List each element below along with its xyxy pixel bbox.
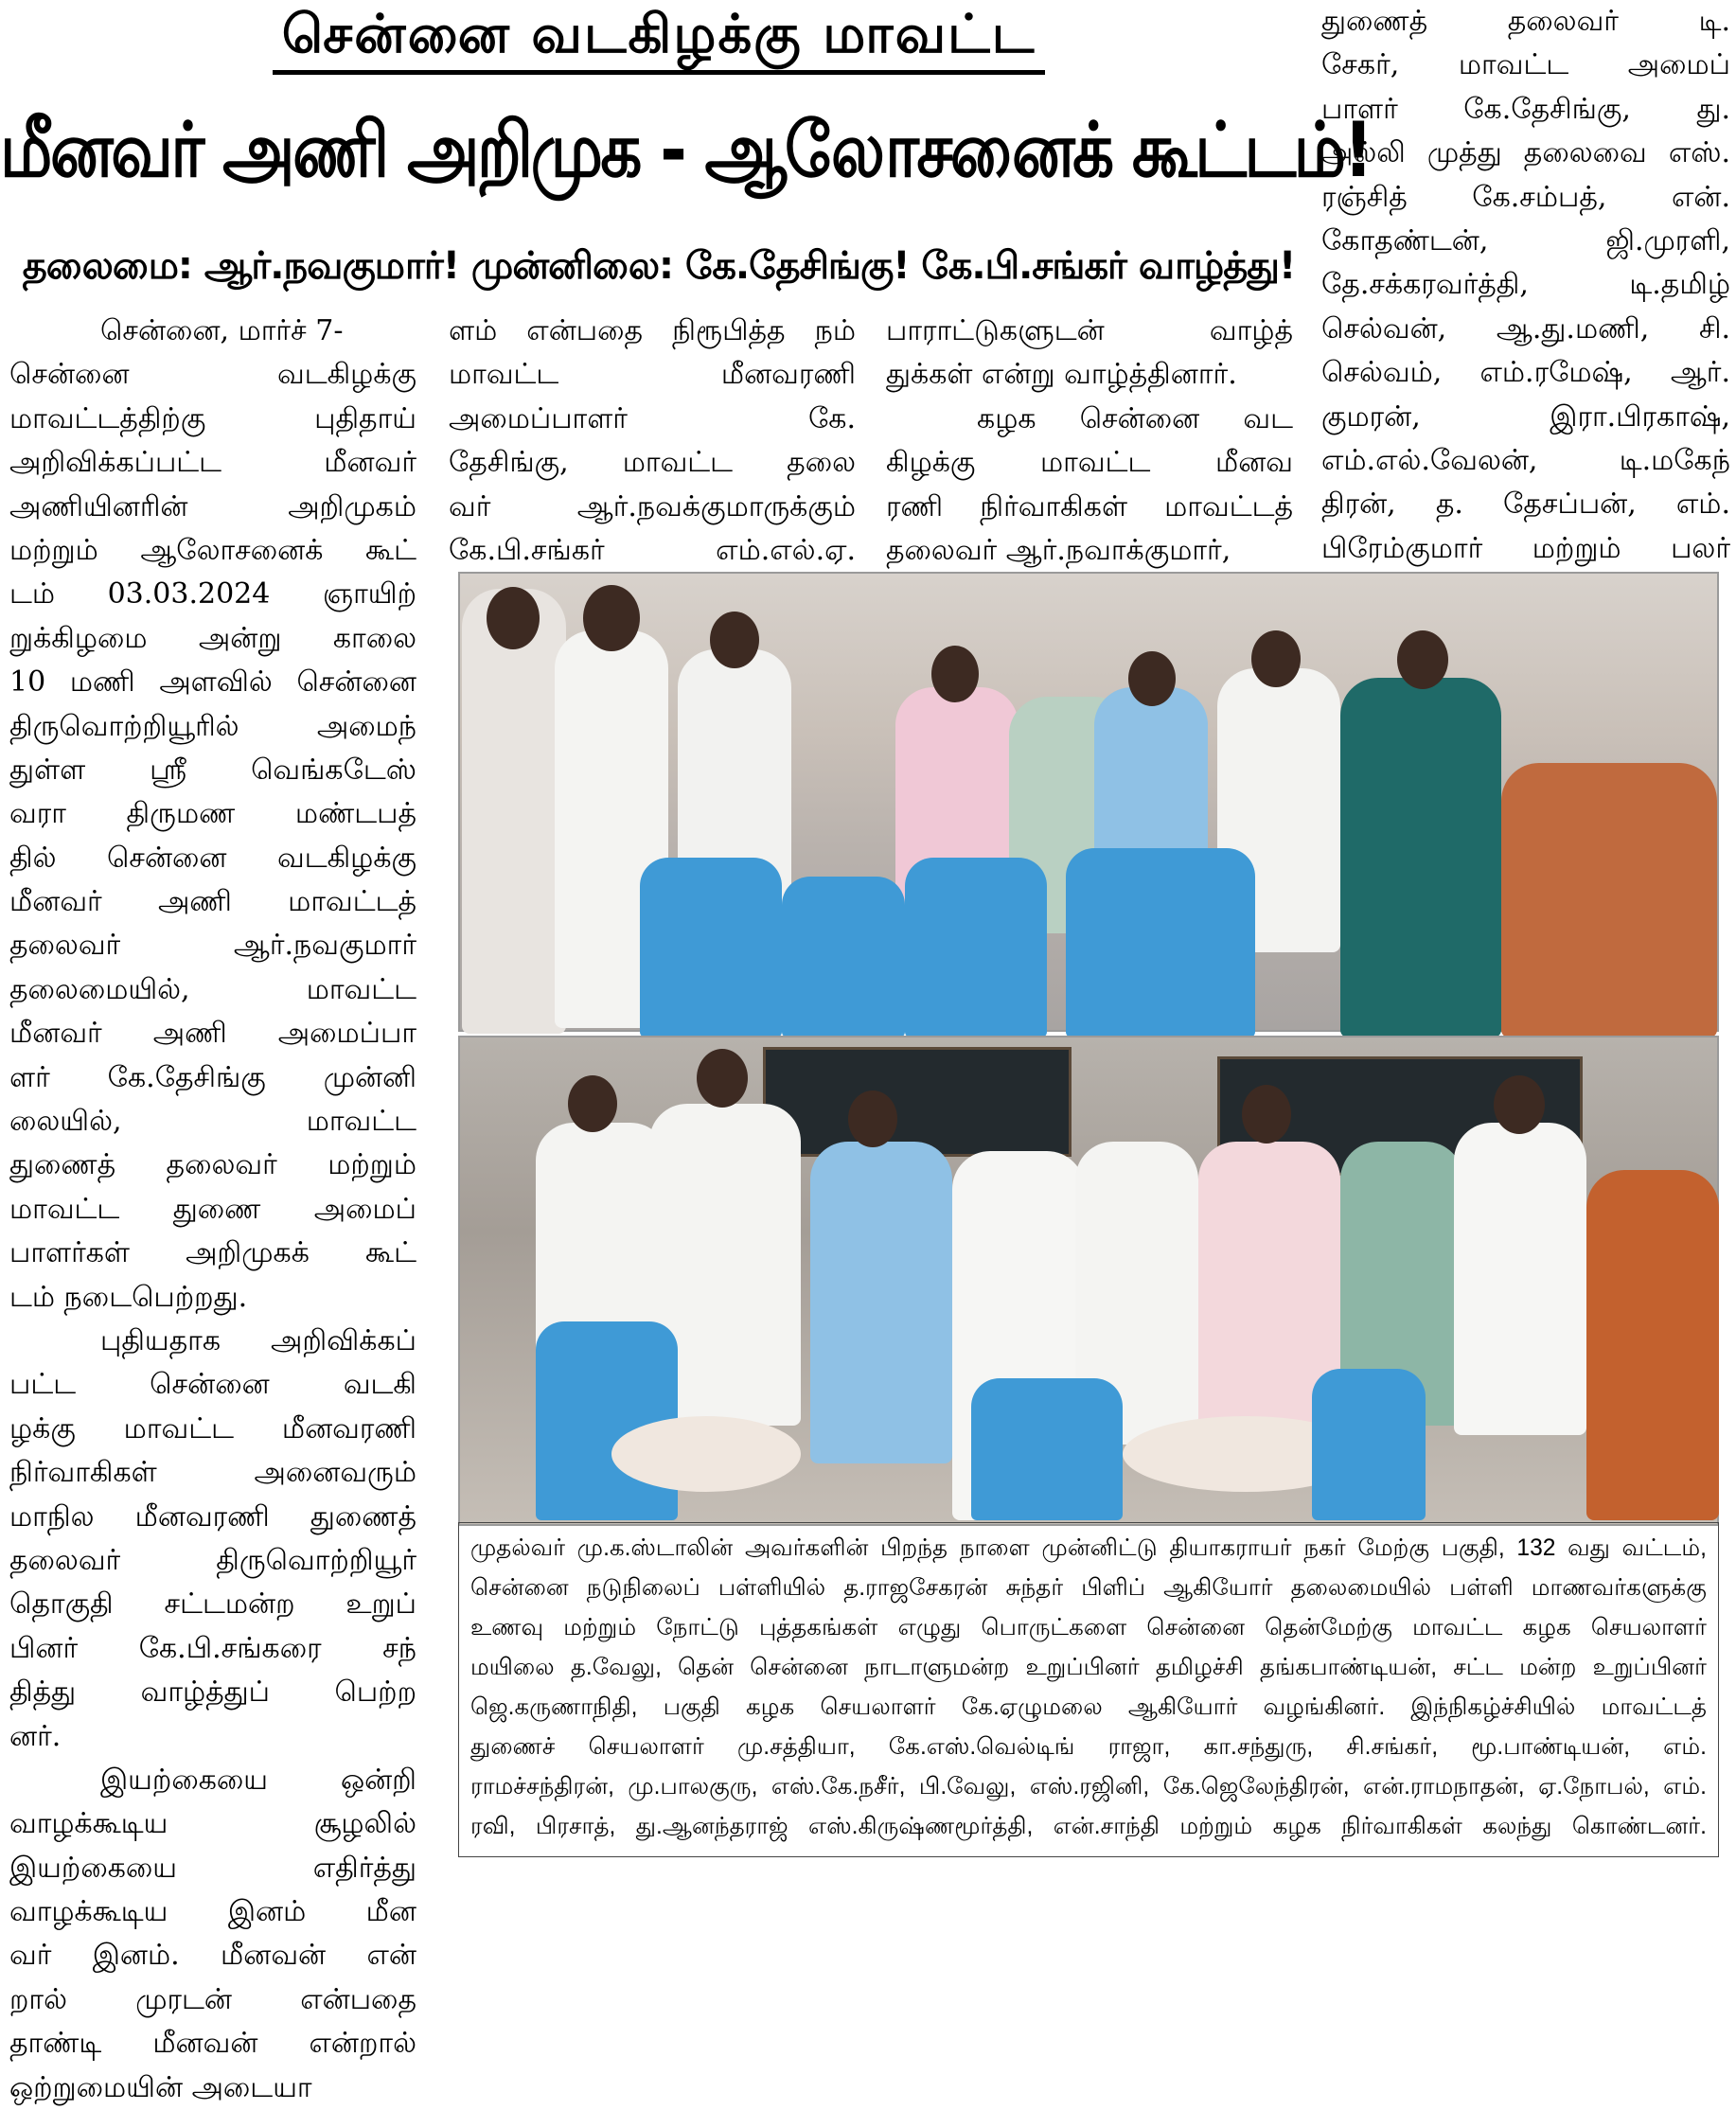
column-line: ழக்கு மாவட்ட மீனவரணி <box>9 1411 416 1445</box>
column-line: தலைவர் ஆர்.நவகுமார் <box>9 929 416 963</box>
column-line: தலைமையில், மாவட்ட <box>9 972 416 1006</box>
column-line: மாநில மீனவரணி துணைத் <box>9 1499 416 1534</box>
column-line: தாண்டி மீனவன் என்றால் <box>9 2027 416 2061</box>
column-line: மாவட்ட மீனவரணி <box>449 358 856 392</box>
caption-line: ராமச்சந்திரன், மு.பாலகுரு, எஸ்.கே.நசீர், பி.வேலு, எஸ்.ரஜினி, கே.ஜெலேந்திரன், என்.ராமநாதன், ஏ.நோபல், எம். <box>470 1774 1707 1800</box>
column-line: தில் சென்னை வடகிழக்கு <box>9 841 416 875</box>
column-line: வாழக்கூடிய சூழலில் <box>9 1807 416 1841</box>
column-line: லையில், மாவட்ட <box>9 1105 416 1139</box>
column-line: இயற்கையை எதிர்த்து <box>9 1851 416 1885</box>
photo-caption <box>458 1522 1719 1857</box>
column-line: கோதண்டன், ஜி.முரளி, <box>1321 223 1730 257</box>
column-line: சேகர், மாவட்ட அமைப் <box>1321 48 1730 82</box>
article-column-4 <box>1321 0 1730 565</box>
column-line: மாவட்டத்திற்கு புதிதாய் <box>9 401 416 435</box>
kicker-text: சென்னை வடகிழக்கு மாவட்ட <box>273 0 1046 75</box>
column-line: மீனவர் அணி மாவட்டத் <box>9 885 416 919</box>
column-line: புதியதாக அறிவிக்கப் <box>100 1323 416 1357</box>
column-line: பிரேம்குமார் மற்றும் பலர் <box>1321 531 1730 565</box>
column-line: செல்வன், ஆ.து.மணி, சி. <box>1321 311 1730 346</box>
column-line: திருவொற்றியூரில் அமைந் <box>9 709 416 743</box>
column-line: வரா திருமண மண்டபத் <box>9 797 416 831</box>
caption-line: மயிலை த.வேலு, தென் சென்னை நாடாளுமன்ற உறுப்பினர் தமிழச்சி தங்கபாண்டியன், சட்ட மன்ற உறுப்பினர் <box>470 1655 1707 1680</box>
column-line: பினர் கே.பி.சங்கரை சந் <box>9 1631 416 1665</box>
caption-line: உணவு மற்றும் நோட்டு புத்தகங்கள் எழுது பொருட்களை சென்னை தென்மேற்கு மாவட்ட கழக செயலாளர் <box>470 1615 1707 1640</box>
column-line: சென்னை வடகிழக்கு <box>9 358 416 392</box>
subheadline: தலைமை: ஆர்.நவகுமார்! முன்னிலை: கே.தேசிங்கு! கே.பி.சங்கர் வாழ்த்து! <box>22 244 1296 288</box>
event-photo-2 <box>458 1036 1719 1526</box>
column-line: னர். <box>9 1719 62 1753</box>
column-line: வர் ஆர்.நவக்குமாருக்கும் <box>449 489 856 523</box>
caption-line: சென்னை நடுநிலைப் பள்ளியில் த.ராஜசேகரன் சுந்தர் பிளிப் ஆகியோர் தலைமையில் பள்ளி மாணவர்களுக்கு <box>470 1575 1707 1601</box>
column-line: தேசிங்கு, மாவட்ட தலை <box>449 446 856 480</box>
column-line: கழக சென்னை வட <box>977 401 1293 435</box>
column-line: பாளர்கள் அறிமுகக் கூட் <box>9 1236 416 1270</box>
column-line: நிர்வாகிகள் அனைவரும் <box>9 1456 416 1490</box>
column-line: டம் நடைபெற்றது. <box>9 1280 248 1314</box>
column-line: ஒற்றுமையின் அடையா <box>9 2070 312 2104</box>
column-line: மற்றும் ஆலோசனைக் கூட் <box>9 533 416 567</box>
column-line: றால் முரடன் என்பதை <box>9 1982 416 2016</box>
event-photo-1 <box>458 572 1719 1032</box>
column-line: ளர் கே.தேசிங்கு முன்னி <box>9 1060 416 1094</box>
column-line: 10 மணி அளவில் சென்னை <box>9 665 416 700</box>
column-line: மீனவர் அணி அமைப்பா <box>9 1017 416 1051</box>
column-line: ளம் என்பதை நிரூபித்த நம் <box>449 314 856 347</box>
column-line: அமைப்பாளர் கே. <box>449 401 856 435</box>
headline: மீனவர் அணி அறிமுக - ஆலோசனைக் கூட்டம்! <box>0 106 1372 194</box>
article-column-2 <box>449 310 856 567</box>
column-line: தித்து வாழ்த்துப் பெற்ற <box>9 1676 416 1710</box>
article-column-1 <box>9 310 416 2104</box>
column-line: குமரன், இரா.பிரகாஷ், <box>1321 399 1730 434</box>
column-line: அல்லி முத்து தலைவை எஸ். <box>1321 136 1730 170</box>
column-line: இயற்கையை ஒன்றி <box>100 1763 416 1797</box>
caption-line: முதல்வர் மு.க.ஸ்டாலின் அவர்களின் பிறந்த நாளை முன்னிட்டு தியாகராயர் நகர் மேற்கு பகுதி, 132 வது வட்டம், <box>470 1535 1707 1561</box>
column-line: ரணி நிர்வாகிகள் மாவட்டத் <box>886 489 1293 523</box>
column-line: பாளர் கே.தேசிங்கு, து. <box>1321 92 1730 126</box>
column-line: மாவட்ட துணை அமைப் <box>9 1192 416 1226</box>
column-line: சென்னை, மார்ச் 7- <box>100 314 344 347</box>
column-line: பட்ட சென்னை வடகி <box>9 1368 416 1402</box>
column-line: வர் இனம். மீனவன் என் <box>9 1939 416 1973</box>
column-line: துணைத் தலைவர் மற்றும் <box>9 1148 416 1182</box>
column-line: ரஞ்சித் கே.சம்பத், என். <box>1321 180 1730 214</box>
column-line: துள்ள ஸ்ரீ வெங்கடேஸ் <box>9 753 416 787</box>
column-line: எம்.எல்.வேலன், டி.மகேந் <box>1321 443 1730 477</box>
column-line: வாழக்கூடிய இனம் மீன <box>9 1895 416 1929</box>
caption-line: துணைச் செயலாளர் மு.சத்தியா, கே.எஸ்.வெல்டிங் ராஜா, கா.சந்துரு, சி.சங்கர், மூ.பாண்டியன், எம். <box>470 1734 1707 1760</box>
caption-line: ஜெ.கருணாநிதி, பகுதி கழக செயலாளர் கே.ஏழுமலை ஆகியோர் வழங்கினர். இந்நிகழ்ச்சியில் மாவட்டத் <box>470 1694 1707 1720</box>
column-line: தே.சக்கரவர்த்தி, டி.தமிழ் <box>1321 268 1730 302</box>
column-line: துணைத் தலைவர் டி. <box>1321 5 1730 38</box>
column-line: திரன், த. தேசப்பன், எம். <box>1321 488 1730 522</box>
column-line: கிழக்கு மாவட்ட மீனவ <box>886 446 1293 480</box>
column-line: றுக்கிழமை அன்று காலை <box>9 621 416 655</box>
column-line: கே.பி.சங்கர் எம்.எல்.ஏ. <box>449 533 856 567</box>
column-line: தலைவர் ஆர்.நவாக்குமார், <box>886 533 1231 567</box>
section-kicker <box>0 0 1318 80</box>
column-line: தொகுதி சட்டமன்ற உறுப் <box>9 1587 416 1622</box>
column-line: தலைவர் திருவொற்றியூர் <box>9 1543 416 1577</box>
column-line: துக்கள் என்று வாழ்த்தினார். <box>886 358 1237 392</box>
column-line: டம் 03.03.2024 ஞாயிற் <box>9 577 416 612</box>
column-line: பாராட்டுகளுடன் வாழ்த் <box>886 314 1293 347</box>
caption-line: ரவி, பிரசாத், து.ஆனந்தராஜ் எஸ்.கிருஷ்ணமூர்த்தி, என்.சாந்தி மற்றும் கழக நிர்வாகிகள் கலந்து கொண்டனர். <box>470 1814 1707 1839</box>
column-line: அணியினரின் அறிமுகம் <box>9 489 416 523</box>
column-line: அறிவிக்கப்பட்ட மீனவர் <box>9 446 416 480</box>
column-line: செல்வம், எம்.ரமேஷ், ஆர். <box>1321 356 1730 390</box>
article-column-3 <box>886 310 1293 567</box>
